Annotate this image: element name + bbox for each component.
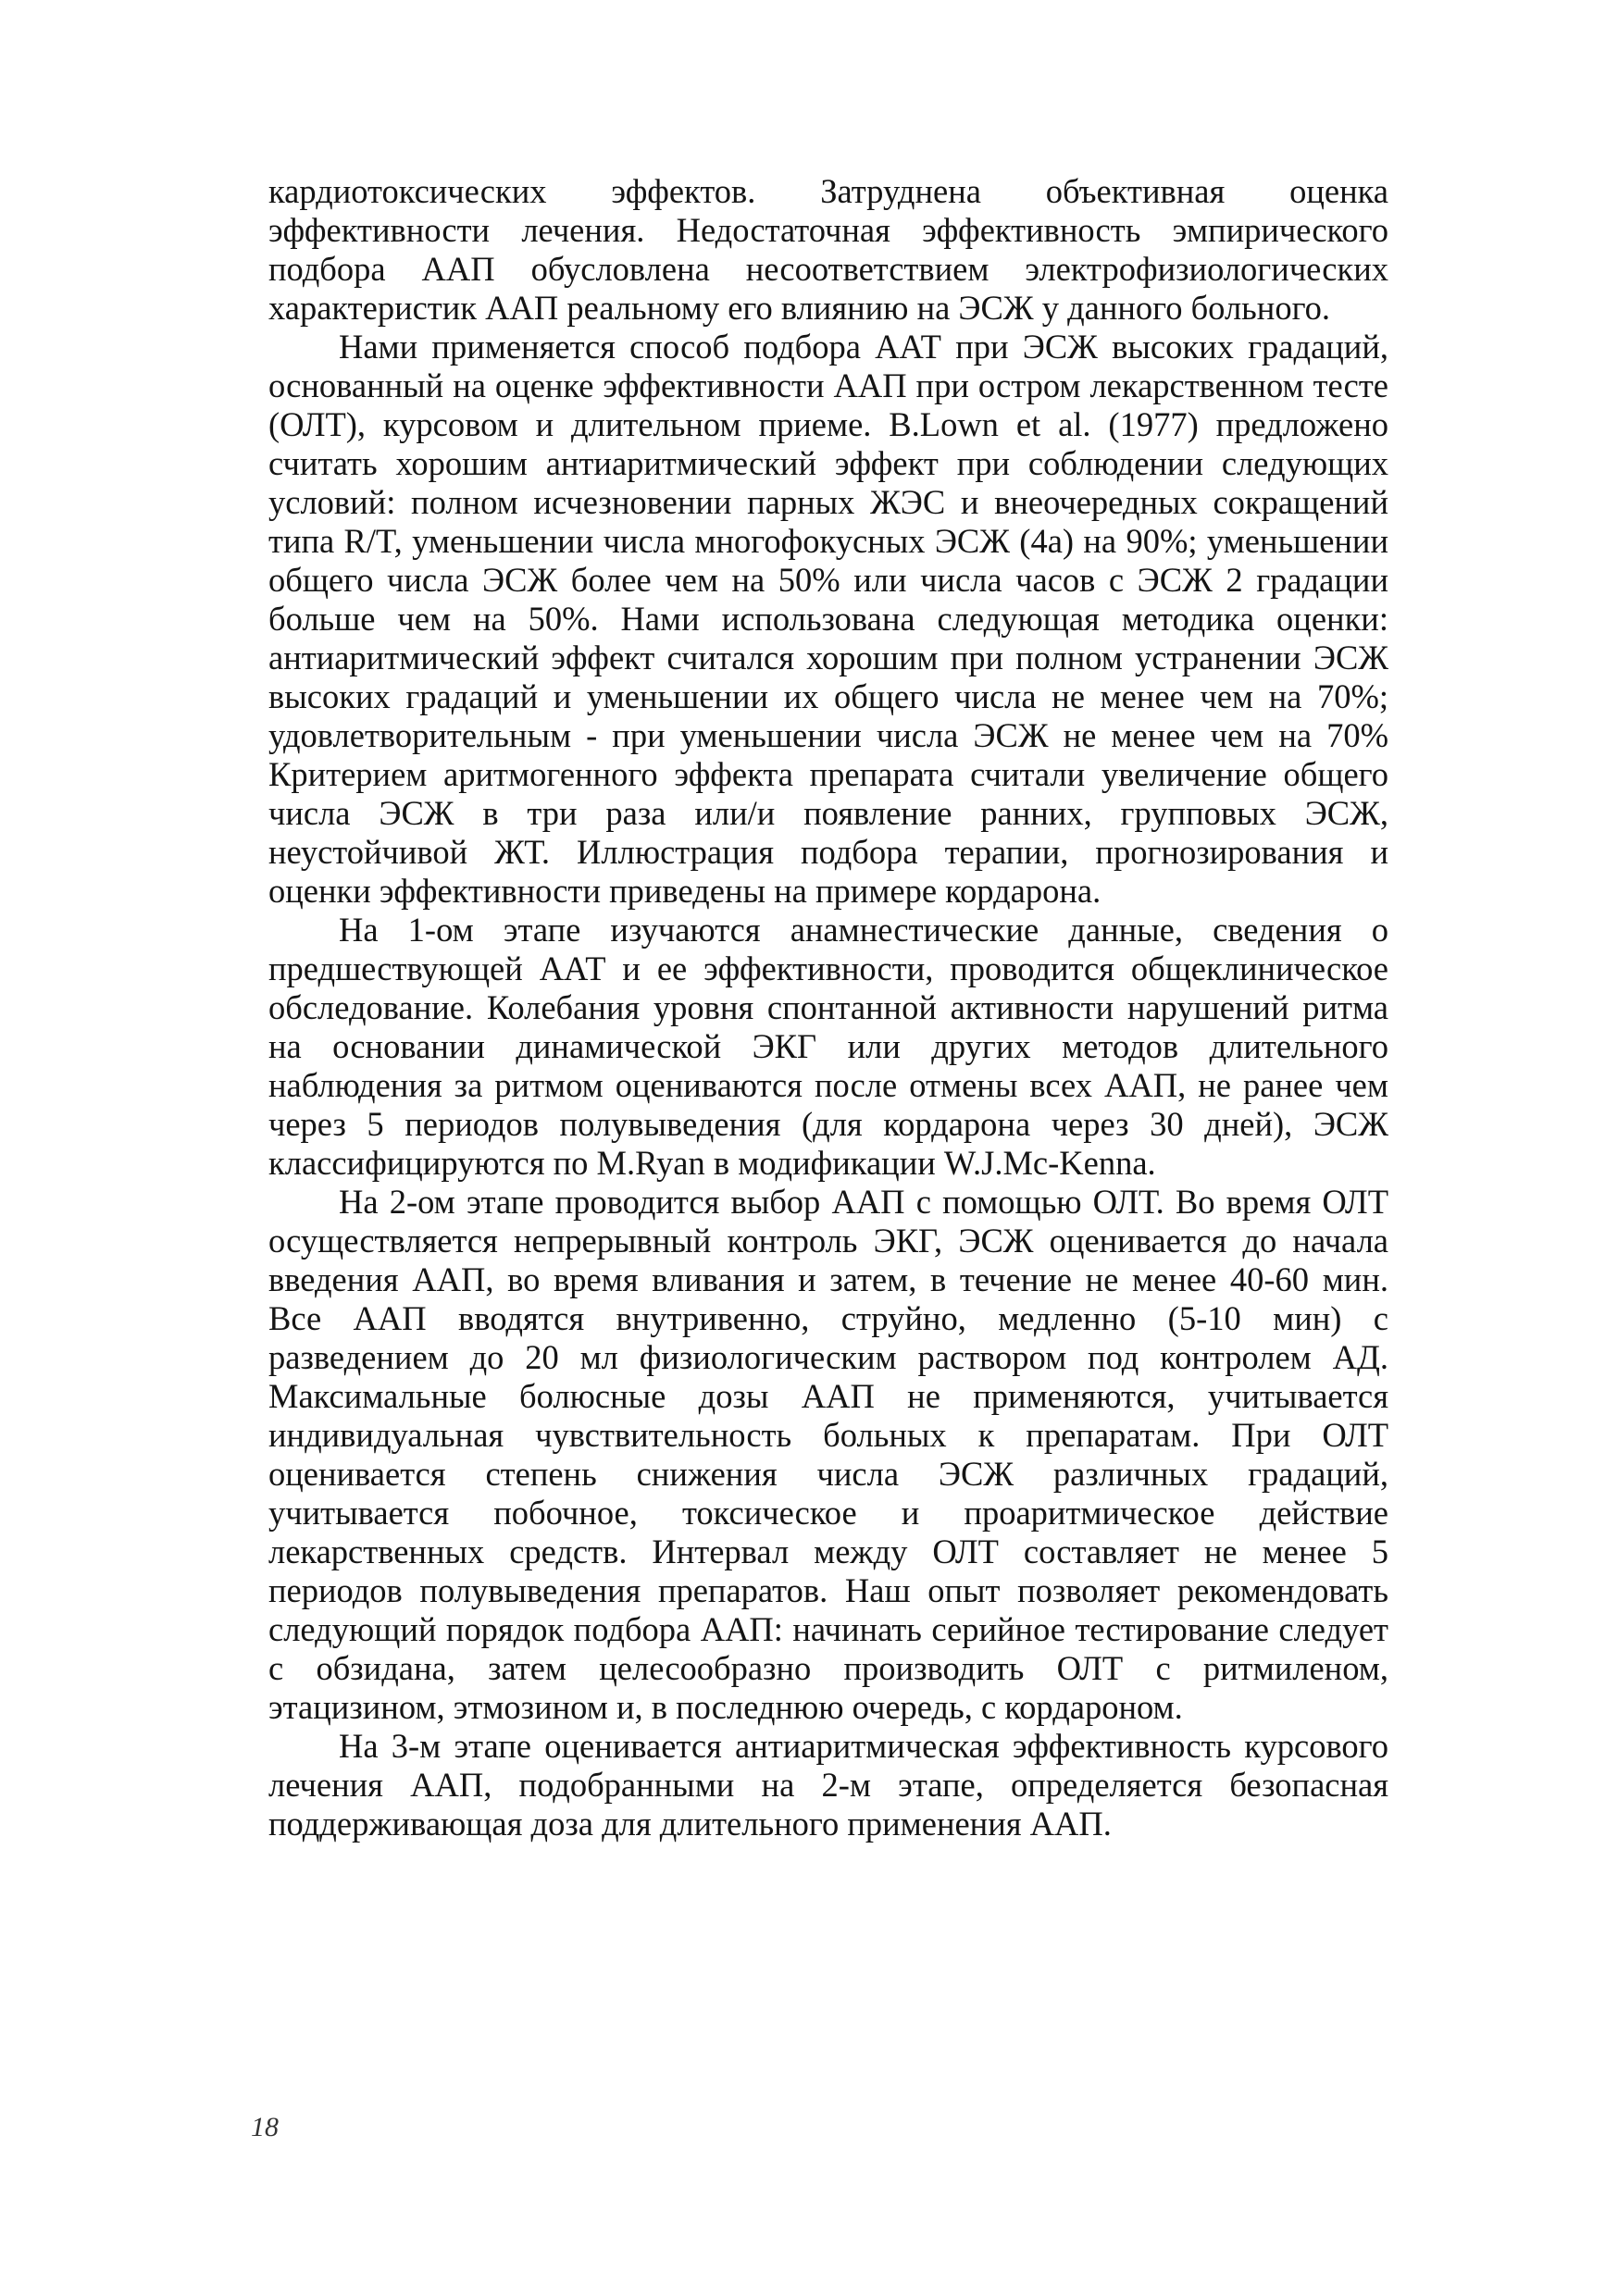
paragraph-stage-1: На 1-ом этапе изучаются анамнестические данные, сведения о предшествующей ААТ и ее эффективности, проводится общеклиническое обследование. Колебания уровня спонтанной активности нарушений ритма на основании динамической ЭКГ или других методов длительного наблюдения за ритмом оцениваются после отмены всех ААП, не ранее чем через 5 периодов полувыведения (для кордарона через 30 дней), ЭСЖ классифицируются по M.Ryan в модификации W.J.Mc-Kenna. — [268, 911, 1388, 1182]
paragraph-method: Нами применяется способ подбора ААТ при ЭСЖ высоких градаций, основанный на оценке эффективности ААП при остром лекарственном тесте (ОЛТ), курсовом и длительном приеме. B.Lown et al. (1977) предложено считать хорошим антиаритмический эффект при соблюдении следующих условий: полном исчезновении парных ЖЭС и внеочередных сокращений типа R/T, уменьшении числа многофокусных ЭСЖ (4а) на 90%; уменьшении общего числа ЭСЖ более чем на 50% или числа часов с ЭСЖ 2 градации больше чем на 50%. Нами использована следующая методика оценки: антиаритмический эффект считался хорошим при полном устранении ЭСЖ высоких градаций и уменьшении их общего числа не менее чем на 70%; удовлетворительным - при уменьшении числа ЭСЖ не менее чем на 70% Критерием аритмогенного эффекта препарата считали увеличение общего числа ЭСЖ в три раза или/и появление ранних, групповых ЭСЖ, неустойчивой ЖТ. Иллюстрация подбора терапии, прогнозирования и оценки эффективности приведены на примере кордарона. — [268, 328, 1388, 910]
page-number: 18 — [251, 2112, 279, 2142]
paragraph-continuation: кардиотоксических эффектов. Затруднена объективная оценка эффективности лечения. Недостаточная эффективность эмпирического подбора ААП обусловлена несоответствием электрофизиологических характеристик ААП реальному его влиянию на ЭСЖ у данного больного. — [268, 172, 1388, 327]
document-page — [268, 172, 1388, 1843]
paragraph-stage-3: На 3-м этапе оценивается антиаритмическая эффективность курсового лечения ААП, подобранными на 2-м этапе, определяется безопасная поддерживающая доза для длительного применения ААП. — [268, 1727, 1388, 1843]
paragraph-stage-2: На 2-ом этапе проводится выбор ААП с помощью ОЛТ. Во время ОЛТ осуществляется непрерывный контроль ЭКГ, ЭСЖ оценивается до начала введения ААП, во время вливания и затем, в течение не менее 40-60 мин. Все ААП вводятся внутривенно, струйно, медленно (5-10 мин) с разведением до 20 мл физиологическим раствором под контролем АД. Максимальные болюсные дозы ААП не применяются, учитывается индивидуальная чувствительность больных к препаратам. При ОЛТ оценивается степень снижения числа ЭСЖ различных градаций, учитывается побочное, токсическое и проаритмическое действие лекарственных средств. Интервал между ОЛТ составляет не менее 5 периодов полувыведения препаратов. Наш опыт позволяет рекомендовать следующий порядок подбора ААП: начинать серийное тестирование следует с обзидана, затем целесообразно производить ОЛТ с ритмиленом, этацизином, этмозином и, в последнюю очередь, с кордароном. — [268, 1183, 1388, 1726]
